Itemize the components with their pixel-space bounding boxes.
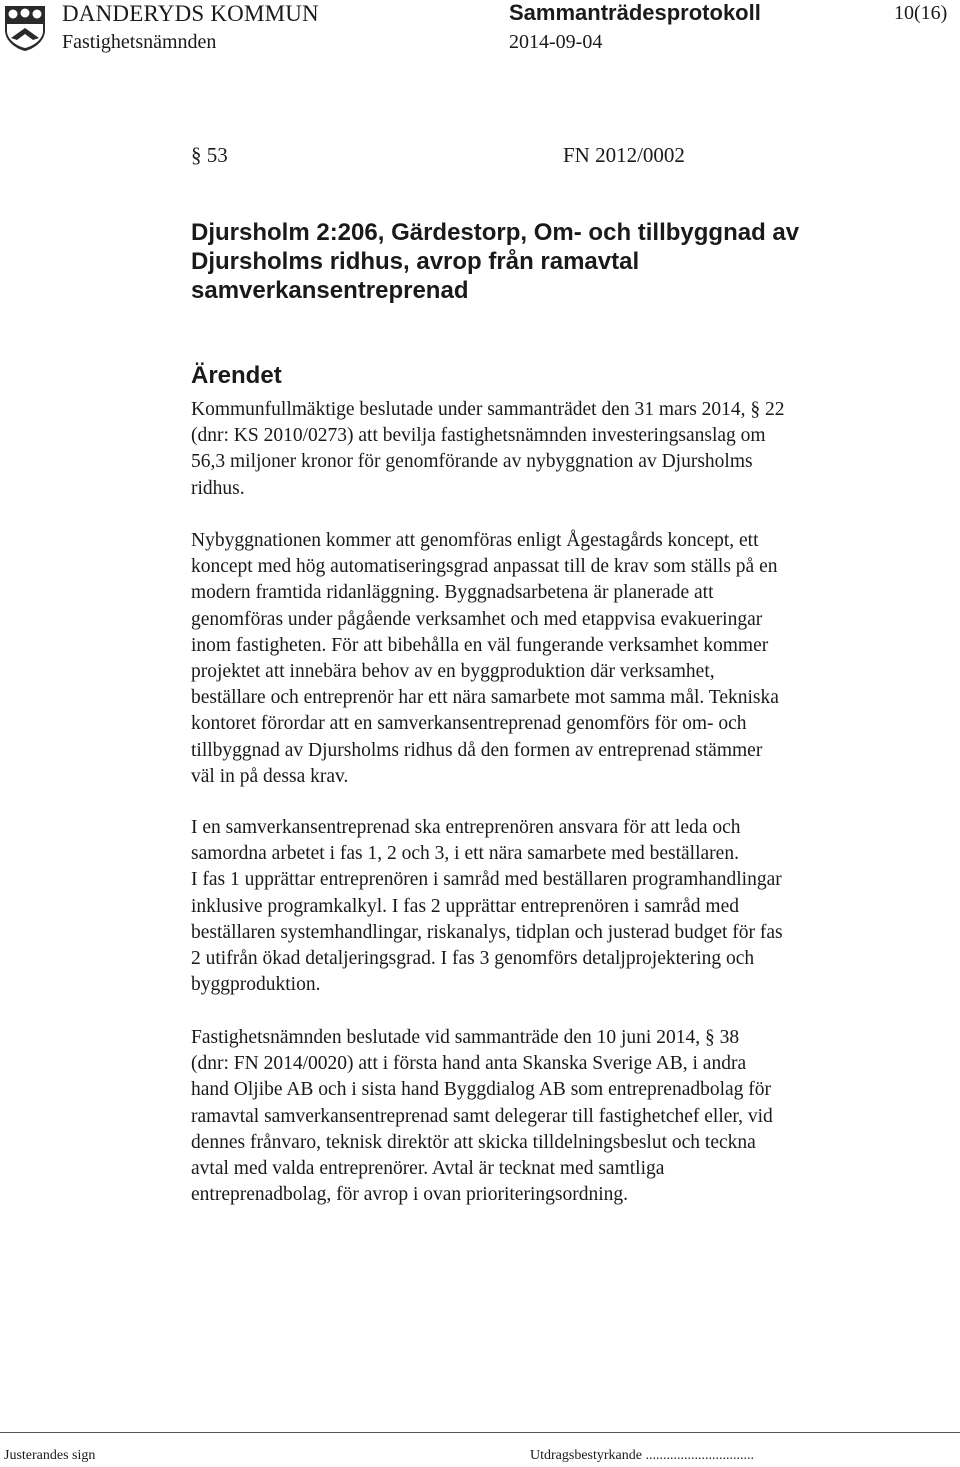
section-title: [191, 218, 911, 305]
document-date: 2014-09-04: [509, 31, 603, 53]
text-line: ramavtal samverkansentreprenad samt delegerar till fastighetchef eller, vid: [191, 1105, 773, 1127]
text-line: entreprenadbolag, för avrop i ovan prioriteringsordning.: [191, 1184, 628, 1206]
paragraph-1: [191, 397, 901, 502]
title-line: samverkansentreprenad: [191, 277, 469, 304]
text-line: projektet att innebära behov av en byggproduktion där verksamhet,: [191, 661, 715, 683]
coat-of-arms-icon: [3, 4, 47, 52]
title-line: Djursholm 2:206, Gärdestorp, Om- och tillbyggnad av: [191, 219, 800, 246]
text-line: väl in på dessa krav.: [191, 765, 349, 787]
text-line: beställaren systemhandlingar, riskanalys, tidplan och justerad budget för fas: [191, 921, 783, 943]
text-line: kontoret förordar att en samverkansentreprenad genomförs för om- och: [191, 713, 747, 735]
text-line: ridhus.: [191, 477, 245, 499]
text-line: hand Oljibe AB och i sista hand Byggdialog AB som entreprenadbolag för: [191, 1079, 772, 1101]
text-line: inom fastigheten. För att bibehålla en väl fungerande verksamhet kommer: [191, 634, 769, 656]
text-line: genomföras under pågående verksamhet och med etappvisa evakueringar: [191, 608, 763, 630]
text-line: 56,3 miljoner kronor för genomförande av nybyggnation av Djursholms: [191, 451, 753, 473]
organization-name: DANDERYDS KOMMUN: [62, 1, 319, 26]
text-line: (dnr: KS 2010/0273) att bevilja fastighetsnämnden investeringsanslag om: [191, 425, 766, 447]
text-line: inklusive programkalkyl. I fas 2 upprättar entreprenören i samråd med: [191, 895, 739, 917]
text-line: koncept med hög automatiseringsgrad anpassat till de krav som ställs på en: [191, 556, 778, 578]
document-type: Sammanträdesprotokoll: [509, 0, 761, 25]
paragraph-3: [191, 815, 901, 998]
text-line: 2 utifrån ökad detaljeringsgrad. I fas 3 genomförs detaljprojektering och: [191, 948, 755, 970]
text-line: (dnr: FN 2014/0020) att i första hand anta Skanska Sverige AB, i andra: [191, 1053, 747, 1075]
text-line: I fas 1 upprättar entreprenören i samråd med beställaren programhandlingar: [191, 869, 782, 891]
text-line: avtal med valda entreprenörer. Avtal är tecknat med samtliga: [191, 1158, 665, 1180]
text-line: samordna arbetet i fas 1, 2 och 3, i ett nära samarbete med beställaren.: [191, 843, 739, 865]
text-line: Fastighetsnämnden beslutade vid sammanträde den 10 juni 2014, § 38: [191, 1027, 740, 1048]
section-heading: Ärendet: [191, 362, 282, 389]
footer-signature-label: Justerandes sign: [4, 1448, 96, 1463]
text-line: Kommunfullmäktige beslutade under sammanträdet den 31 mars 2014, § 22: [191, 399, 785, 420]
text-line: tillbyggnad av Djursholms ridhus då den formen av entreprenad stämmer: [191, 739, 763, 761]
department-name: Fastighetsnämnden: [62, 31, 217, 53]
paragraph-number: § 53: [191, 143, 228, 167]
title-line: Djursholms ridhus, avrop från ramavtal: [191, 248, 640, 275]
text-line: beställare och entreprenör har ett nära samarbete mot samma mål. Tekniska: [191, 687, 779, 709]
page-number: 10(16): [894, 2, 948, 24]
text-line: dennes frånvaro, teknisk direktör att skicka tilldelningsbeslut och teckna: [191, 1131, 756, 1153]
case-number: FN 2012/0002: [563, 143, 685, 167]
text-line: I en samverkansentreprenad ska entreprenören ansvara för att leda och: [191, 817, 741, 838]
footer-certification-label: Utdragsbestyrkande ...............................: [530, 1448, 754, 1463]
paragraph-2: [191, 528, 901, 790]
paragraph-4: [191, 1025, 901, 1208]
text-line: modern framtida ridanläggning. Byggnadsarbetena är planerade att: [191, 582, 714, 604]
footer-divider: [0, 1432, 960, 1433]
text-line: Nybyggnationen kommer att genomföras enligt Ågestagårds koncept, ett: [191, 530, 759, 551]
text-line: byggproduktion.: [191, 974, 321, 996]
